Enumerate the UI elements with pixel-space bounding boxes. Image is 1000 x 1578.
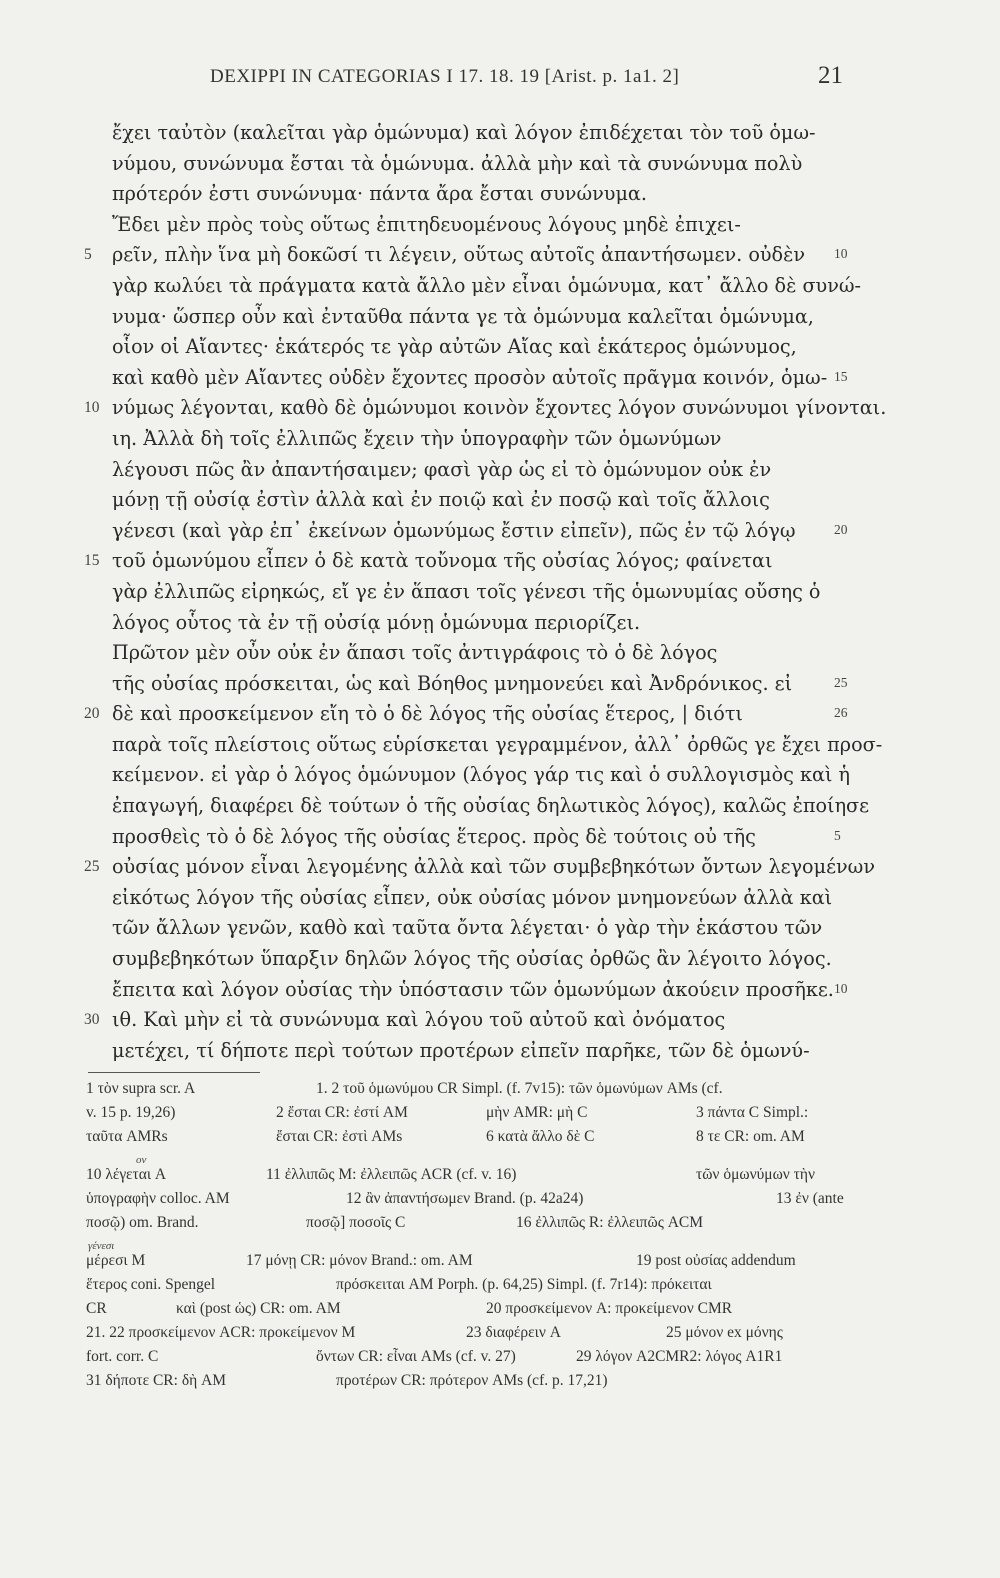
apparatus-line — [86, 1300, 866, 1324]
text-line — [112, 791, 870, 822]
text-line-content: εἰκότως λόγον τῆς οὐσίας εἶπεν, οὐκ οὐσίας μόνον μνημονεύων ἀλλὰ καὶ — [112, 885, 833, 909]
line-number-right: 10 — [834, 246, 848, 262]
text-line-content: νύμου, συνώνυμα ἔσται τὰ ὁμώνυμα. ἀλλὰ μὴν καὶ τὰ συνώνυμα πολὺ — [112, 151, 803, 175]
text-line-content: γένεσι (καὶ γὰρ ἐπ᾽ ἐκείνων ὁμωνύμως ἔστιν εἰπεῖν), πῶς ἐν τῷ λόγῳ — [112, 518, 796, 542]
apparatus-entry: ποσῷ) om. Brand. — [86, 1214, 199, 1231]
apparatus-entry: v. 15 p. 19,26) — [86, 1104, 176, 1121]
line-number-right: 15 — [834, 368, 848, 384]
apparatus-line — [86, 1324, 866, 1348]
text-line — [112, 975, 848, 1006]
text-line-content: οὐσίας μόνον εἶναι λεγομένης ἀλλὰ καὶ τῶν συμβεβηκότων ὄντων λεγομένων — [112, 855, 875, 879]
main-text — [84, 118, 887, 1066]
apparatus-entry: πρόσκειται AM Porph. (p. 64,25) Simpl. (f. 7r14): πρόκειται — [336, 1276, 712, 1293]
text-line-content: κείμενον. εἰ γὰρ ὁ λόγος ὁμώνυμον (λόγος γάρ τις καὶ ὁ συλλογισμὸς καὶ ἡ — [112, 763, 851, 787]
text-line-content: Ἔδει μὲν πρὸς τοὺς οὕτως ἐπιτηδευομένους λόγους μηδὲ ἐπιχει- — [112, 212, 741, 236]
text-line-content: λόγος οὗτος τὰ ἐν τῇ οὐσίᾳ μόνῃ ὁμώνυμα περιορίζει. — [112, 610, 641, 634]
apparatus-entry: 10 λέγεται A — [86, 1166, 167, 1183]
apparatus-entry: 17 μόνῃ CR: μόνον Brand.: om. AM — [246, 1252, 473, 1269]
apparatus-entry: ἔσται CR: ἐστὶ AMs — [276, 1128, 403, 1145]
text-line — [112, 760, 851, 791]
apparatus-entry: 1. 2 τοῦ ὁμωνύμου CR Simpl. (f. 7v15): τῶν ὁμωνύμων AMs (cf. — [316, 1080, 723, 1097]
apparatus-entry: 23 διαφέρειν A — [466, 1324, 561, 1341]
text-line-content: νυμα· ὥσπερ οὖν καὶ ἐνταῦθα πάντα γε τὰ ὁμώνυμα καλεῖται ὁμώνυμα, — [112, 304, 814, 328]
text-line — [112, 730, 883, 761]
text-line — [112, 638, 832, 669]
text-line — [112, 210, 832, 241]
line-number-right: 20 — [834, 521, 848, 537]
apparatus-line — [86, 1372, 866, 1396]
line-number-right: 10 — [834, 980, 848, 996]
apparatus-entry: τῶν ὁμωνύμων τὴν — [696, 1166, 815, 1183]
text-line — [112, 179, 832, 210]
apparatus-entry: 29 λόγον A2CMR2: λόγος A1R1 — [576, 1348, 783, 1365]
text-line-content: ιθ. Καὶ μὴν εἰ τὰ συνώνυμα καὶ λόγου τοῦ αὐτοῦ καὶ ὀνόματος — [112, 1008, 726, 1032]
text-line — [112, 1036, 832, 1067]
text-line-content: μετέχει, τί δήποτε περὶ τούτων προτέρων εἰπεῖν παρῆκε, τῶν δὲ ὁμωνύ- — [112, 1038, 810, 1062]
text-line — [112, 363, 848, 394]
apparatus-entry: fort. corr. C — [86, 1348, 159, 1365]
footnote-rule — [88, 1072, 260, 1073]
apparatus-entry: 11 ἐλλιπῶς M: ἐλλειπῶς ACR (cf. v. 16) — [266, 1166, 517, 1183]
text-line-content: παρὰ τοῖς πλείστοις οὕτως εὑρίσκεται γεγραμμένον, ἀλλ᾽ ὀρθῶς γε ἔχει προσ- — [112, 732, 883, 756]
apparatus-entry: 31 δήποτε CR: δὴ AM — [86, 1372, 227, 1389]
apparatus-entry: προτέρων CR: πρότερον AMs (cf. p. 17,21) — [336, 1372, 608, 1389]
running-title: DEXIPPI IN CATEGORIAS I 17. 18. 19 [Arist. p. 1a1. 2] — [210, 66, 680, 87]
apparatus-entry: ὄντων CR: εἶναι AMs (cf. v. 27) — [316, 1348, 516, 1365]
text-line-content: οἷον οἱ Αἴαντες· ἑκάτερός τε γὰρ αὐτῶν Αἴας καὶ ἑκάτερος ὁμώνυμος, — [112, 335, 797, 359]
text-line-content: καὶ καθὸ μὲν Αἴαντες οὐδὲν ἔχοντες προσὸν αὐτοῖς πρᾶγμα κοινόν, ὁμω- — [112, 365, 828, 389]
text-line — [84, 393, 887, 424]
line-number-right: 26 — [834, 705, 848, 721]
apparatus-entry: 8 τε CR: om. AM — [696, 1128, 805, 1145]
apparatus-line — [86, 1276, 866, 1300]
apparatus-entry: ποσῷ] ποσοῖς C — [306, 1214, 406, 1231]
apparatus-entry: καὶ (post ὡς) CR: om. AM — [176, 1300, 341, 1317]
text-line — [112, 516, 848, 547]
apparatus-entry: 13 ἐν (ante — [776, 1190, 844, 1207]
text-line — [84, 240, 848, 271]
line-number-right: 25 — [834, 674, 848, 690]
text-line — [112, 913, 832, 944]
apparatus-entry: 3 πάντα C Simpl.: — [696, 1104, 809, 1121]
text-line — [112, 118, 832, 149]
apparatus-entry: 16 ἐλλιπῶς R: ἐλλειπῶς ACM — [516, 1214, 704, 1231]
apparatus-entry: 19 post οὐσίας addendum — [636, 1252, 796, 1269]
interlinear-correction: ον — [136, 1154, 147, 1166]
line-number-left: 25 — [84, 858, 100, 876]
text-line — [112, 455, 832, 486]
text-line — [112, 424, 832, 455]
apparatus-line — [86, 1348, 866, 1372]
line-number-left: 15 — [84, 552, 100, 570]
apparatus-line — [86, 1104, 866, 1128]
line-number-left: 20 — [84, 705, 100, 723]
text-line-content: ἔχει ταὐτὸν (καλεῖται γὰρ ὁμώνυμα) καὶ λόγον ἐπιδέχεται τὸν τοῦ ὁμω- — [112, 121, 816, 144]
apparatus-entry: 1 τὸν supra scr. A — [86, 1080, 196, 1097]
apparatus-entry: ἕτερος coni. Spengel — [86, 1276, 216, 1293]
text-line-content: Πρῶτον μὲν οὖν οὐκ ἐν ἅπασι τοῖς ἀντιγράφοις τὸ ὁ δὲ λόγος — [112, 641, 718, 665]
text-line-content: τῶν ἄλλων γενῶν, καθὸ καὶ ταῦτα ὄντα λέγεται· ὁ γὰρ τὴν ἑκάστου τῶν — [112, 916, 823, 940]
text-line — [112, 485, 832, 516]
text-line — [112, 302, 832, 333]
text-line — [112, 669, 848, 700]
apparatus-entry: ὑπογραφὴν colloc. AM — [86, 1190, 230, 1207]
line-number-right: 5 — [834, 827, 841, 843]
apparatus-entry: 20 προσκείμενον A: προκείμενον CMR — [486, 1300, 733, 1317]
apparatus-entry: CR — [86, 1300, 107, 1317]
apparatus-entry: μέρεσι M — [86, 1252, 146, 1269]
text-line — [84, 546, 832, 577]
text-line-content: τοῦ ὁμωνύμου εἶπεν ὁ δὲ κατὰ τοὔνομα τῆς οὐσίας λόγος; φαίνεται — [112, 549, 773, 573]
text-line-content: λέγουσι πῶς ἂν ἀπαντήσαιμεν; φασὶ γὰρ ὡς εἰ τὸ ὁμώνυμον οὐκ ἐν — [112, 457, 772, 481]
text-line — [112, 822, 841, 853]
text-line-content: ρεῖν, πλὴν ἵνα μὴ δοκῶσί τι λέγειν, οὕτως αὐτοῖς ἀπαντήσωμεν. οὐδὲν — [112, 243, 806, 267]
text-line — [112, 883, 832, 914]
text-line — [112, 332, 832, 363]
text-line-content: πρότερόν ἐστι συνώνυμα· πάντα ἄρα ἔσται συνώνυμα. — [112, 182, 647, 206]
line-number-left: 5 — [84, 246, 92, 264]
text-line-content: συμβεβηκότων ὕπαρξιν δηλῶν λόγος τῆς οὐσίας ὀρθῶς ἂν λέγοιτο λόγος. — [112, 947, 832, 971]
text-line-content: τῆς οὐσίας πρόσκειται, ὡς καὶ Βόηθος μνημονεύει καὶ Ἀνδρόνικος. εἰ — [112, 671, 793, 695]
critical-apparatus — [86, 1080, 866, 1396]
text-line — [84, 1005, 832, 1036]
text-line-content: ιη. Ἀλλὰ δὴ τοῖς ἐλλιπῶς ἔχειν τὴν ὑπογραφὴν τῶν ὁμωνύμων — [112, 426, 722, 450]
text-line — [84, 699, 848, 730]
text-line — [112, 944, 832, 975]
line-number-left: 10 — [84, 399, 100, 417]
text-line-content: γὰρ ἐλλιπῶς εἰρηκώς, εἴ γε ἐν ἅπασι τοῖς γένεσι τῆς ὁμωνυμίας οὔσης ὁ — [112, 579, 821, 603]
apparatus-entry: ταῦτα AMRs — [86, 1128, 168, 1145]
apparatus-entry: 12 ἂν ἀπαντήσωμεν Brand. (p. 42a24) — [346, 1190, 584, 1207]
interlinear-correction: γένεσι — [88, 1240, 115, 1252]
text-line — [112, 608, 832, 639]
text-line — [84, 852, 875, 883]
text-line-content: γὰρ κωλύει τὰ πράγματα κατὰ ἄλλο μὲν εἶναι ὁμώνυμα, κατ᾽ ἄλλο δὲ συνώ- — [112, 273, 862, 297]
text-line-content: δὲ καὶ προσκείμενον εἴη τὸ ὁ δὲ λόγος τῆς οὐσίας ἕτερος, | διότι — [112, 702, 743, 726]
text-line — [112, 271, 862, 302]
line-number-left: 30 — [84, 1011, 100, 1029]
text-line-content: ἔπειτα καὶ λόγον οὐσίας τὴν ὑπόστασιν τῶν ὁμωνύμων ἀκούειν προσῆκε. — [112, 977, 834, 1001]
page-number: 21 — [818, 62, 843, 89]
text-line — [112, 149, 832, 180]
text-line-content: ἐπαγωγή, διαφέρει δὲ τούτων ὁ τῆς οὐσίας δηλωτικὸς λόγος), καλῶς ἐποίησε — [112, 794, 870, 818]
apparatus-entry: 21. 22 προσκείμενον ACR: προκείμενον M — [86, 1324, 356, 1341]
apparatus-line — [86, 1154, 866, 1190]
apparatus-line — [86, 1128, 866, 1152]
text-line — [112, 577, 832, 608]
apparatus-entry: μὴν AMR: μὴ C — [486, 1104, 588, 1121]
text-line-content: νύμως λέγονται, καθὸ δὲ ὁμώνυμοι κοινὸν ἔχοντες λόγον συνώνυμοι γίνονται. — [112, 396, 887, 420]
apparatus-entry: 6 κατὰ ἄλλο δὲ C — [486, 1128, 595, 1145]
apparatus-line — [86, 1214, 866, 1238]
apparatus-line — [86, 1190, 866, 1214]
text-line-content: μόνῃ τῇ οὐσίᾳ ἐστὶν ἀλλὰ καὶ ἐν ποιῷ καὶ ἐν ποσῷ καὶ τοῖς ἄλλοις — [112, 488, 770, 512]
apparatus-entry: 2 ἔσται CR: ἐστί AM — [276, 1104, 408, 1121]
apparatus-entry: 25 μόνον ex μόνης — [666, 1324, 783, 1341]
apparatus-line — [86, 1240, 866, 1276]
apparatus-line — [86, 1080, 866, 1104]
text-line-content: προσθεὶς τὸ ὁ δὲ λόγος τῆς οὐσίας ἕτερος. πρὸς δὲ τούτοις οὐ τῆς — [112, 824, 756, 848]
